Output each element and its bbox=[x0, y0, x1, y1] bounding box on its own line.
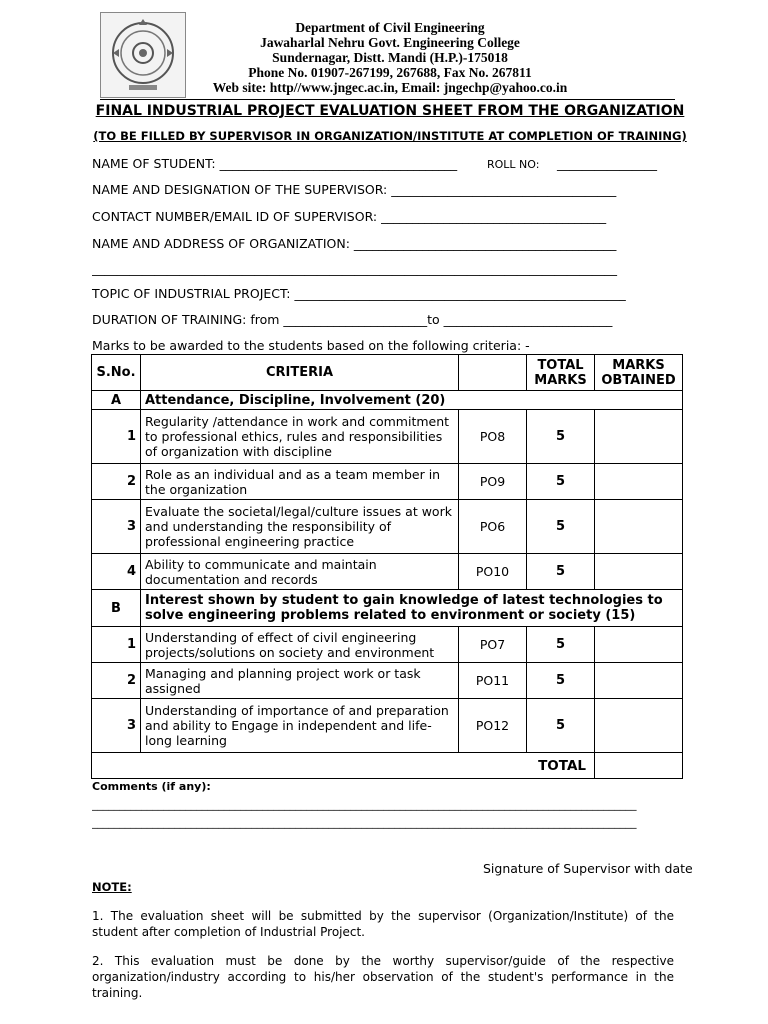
section-b-id: B bbox=[92, 590, 141, 627]
section-b-row bbox=[92, 590, 683, 627]
contact-field[interactable]: CONTACT NUMBER/EMAIL ID OF SUPERVISOR: ____________________________________ bbox=[92, 209, 607, 224]
comment-line-2[interactable]: ___________________________________________________________________________________________________ bbox=[92, 816, 637, 829]
po-code: PO6 bbox=[459, 500, 527, 554]
marks-obtained-cell[interactable] bbox=[595, 464, 683, 500]
supervisor-signature: Signature of Supervisor with date bbox=[483, 861, 693, 876]
total-obtained-cell[interactable] bbox=[595, 753, 683, 779]
evaluation-table bbox=[91, 354, 683, 779]
criteria-text: Understanding of effect of civil engineering projects/solutions on society and environment bbox=[141, 627, 459, 663]
section-a-title: Attendance, Discipline, Involvement (20) bbox=[141, 391, 683, 410]
total-marks: 5 bbox=[527, 699, 595, 753]
marks-obtained-cell[interactable] bbox=[595, 699, 683, 753]
total-row bbox=[92, 753, 683, 779]
college-logo bbox=[100, 12, 186, 98]
table-row: 4 Ability to communicate and maintain documentation and records PO10 5 bbox=[92, 554, 683, 590]
page-subtitle: (TO BE FILLED BY SUPERVISOR IN ORGANIZATION/INSTITUTE AT COMPLETION OF TRAINING) bbox=[93, 129, 687, 143]
criteria-text: Evaluate the societal/legal/culture issues at work and understanding the responsibility of professional engineering practice bbox=[141, 500, 459, 554]
duration-field[interactable]: DURATION OF TRAINING: from _______________________to ___________________________ bbox=[92, 312, 613, 327]
section-a-row bbox=[92, 391, 683, 410]
college-header bbox=[190, 20, 590, 95]
roll-no-label: ROLL NO: bbox=[487, 158, 540, 171]
note-1: 1. The evaluation sheet will be submitted by the supervisor (Organization/Institute) of the student after completion of Industrial Project. bbox=[92, 909, 674, 939]
college-web: Web site: http//www.jngec.ac.in, Email: jngechp@yahoo.co.in bbox=[212, 80, 568, 95]
total-marks: 5 bbox=[527, 464, 595, 500]
supervisor-field[interactable]: NAME AND DESIGNATION OF THE SUPERVISOR: ____________________________________ bbox=[92, 182, 617, 197]
criteria-text: Role as an individual and as a team member in the organization bbox=[141, 464, 459, 500]
po-code: PO12 bbox=[459, 699, 527, 753]
topic-field[interactable]: TOPIC OF INDUSTRIAL PROJECT: _____________________________________________________ bbox=[92, 286, 626, 301]
criteria-text: Ability to communicate and maintain documentation and records bbox=[141, 554, 459, 590]
college-name: Jawaharlal Nehru Govt. Engineering College bbox=[260, 35, 520, 50]
po-code: PO11 bbox=[459, 663, 527, 699]
total-marks: 5 bbox=[527, 410, 595, 464]
criteria-text: Regularity /attendance in work and commitment to professional ethics, rules and responsibilities of organization with discipline bbox=[141, 410, 459, 464]
total-marks: 5 bbox=[527, 500, 595, 554]
marks-obtained-cell[interactable] bbox=[595, 500, 683, 554]
total-label: TOTAL bbox=[92, 753, 595, 779]
po-code: PO8 bbox=[459, 410, 527, 464]
marks-obtained-cell[interactable] bbox=[595, 554, 683, 590]
table-row: 3 Understanding of importance of and preparation and ability to Engage in independent and life- long learning PO12 5 bbox=[92, 699, 683, 753]
table-row: 1 Regularity /attendance in work and commitment to professional ethics, rules and responsibilities of organization with discipline PO8 5 bbox=[92, 410, 683, 464]
note-label: NOTE: bbox=[92, 880, 132, 894]
organization-field-line2[interactable]: ____________________________________________________________________________________ bbox=[92, 261, 617, 276]
roll-no-field[interactable]: ________________ bbox=[557, 156, 657, 171]
po-code: PO10 bbox=[459, 554, 527, 590]
organization-field[interactable]: NAME AND ADDRESS OF ORGANIZATION: __________________________________________ bbox=[92, 236, 617, 251]
section-b-title: Interest shown by student to gain knowledge of latest technologies to solve engineering problems related to environment or society (15) bbox=[141, 590, 683, 627]
comment-line-1[interactable]: ___________________________________________________________________________________________________ bbox=[92, 798, 637, 811]
table-row: 2 Managing and planning project work or task assigned PO11 5 bbox=[92, 663, 683, 699]
department-name: Department of Civil Engineering bbox=[295, 20, 485, 35]
header-po bbox=[459, 355, 527, 391]
note-2: 2. This evaluation must be done by the worthy supervisor/guide of the respective organization/industry according to his/her observation of the student's performance in the training. bbox=[92, 954, 674, 1000]
total-marks: 5 bbox=[527, 554, 595, 590]
table-row: 2 Role as an individual and as a team member in the organization PO9 5 bbox=[92, 464, 683, 500]
table-row: 1 Understanding of effect of civil engineering projects/solutions on society and environment PO7 5 bbox=[92, 627, 683, 663]
student-name-field[interactable]: NAME OF STUDENT: ______________________________________ bbox=[92, 156, 458, 171]
college-phone: Phone No. 01907-267199, 267688, Fax No. 267811 bbox=[248, 65, 532, 80]
page-title: FINAL INDUSTRIAL PROJECT EVALUATION SHEET FROM THE ORGANIZATION bbox=[95, 103, 685, 119]
total-marks: 5 bbox=[527, 627, 595, 663]
criteria-text: Understanding of importance of and preparation and ability to Engage in independent and life- long learning bbox=[141, 699, 459, 753]
po-code: PO9 bbox=[459, 464, 527, 500]
marks-obtained-cell[interactable] bbox=[595, 410, 683, 464]
marks-intro: Marks to be awarded to the students based on the following criteria: - bbox=[92, 338, 530, 353]
header-criteria: CRITERIA bbox=[141, 355, 459, 391]
po-code: PO7 bbox=[459, 627, 527, 663]
header-divider bbox=[100, 99, 675, 100]
header-total-marks: TOTAL MARKS bbox=[527, 355, 595, 391]
marks-obtained-cell[interactable] bbox=[595, 663, 683, 699]
header-marks-obtained: MARKS OBTAINED bbox=[595, 355, 683, 391]
college-address: Sundernagar, Distt. Mandi (H.P.)-175018 bbox=[272, 50, 508, 65]
section-a-id: A bbox=[92, 391, 141, 410]
header-sno: S.No. bbox=[92, 355, 141, 391]
table-row: 3 Evaluate the societal/legal/culture issues at work and understanding the responsibility of professional engineering practice PO6 5 bbox=[92, 500, 683, 554]
table-header-row bbox=[92, 355, 683, 391]
emblem-icon bbox=[101, 13, 185, 97]
comments-label: Comments (if any): bbox=[92, 780, 211, 793]
criteria-text: Managing and planning project work or task assigned bbox=[141, 663, 459, 699]
marks-obtained-cell[interactable] bbox=[595, 627, 683, 663]
total-marks: 5 bbox=[527, 663, 595, 699]
